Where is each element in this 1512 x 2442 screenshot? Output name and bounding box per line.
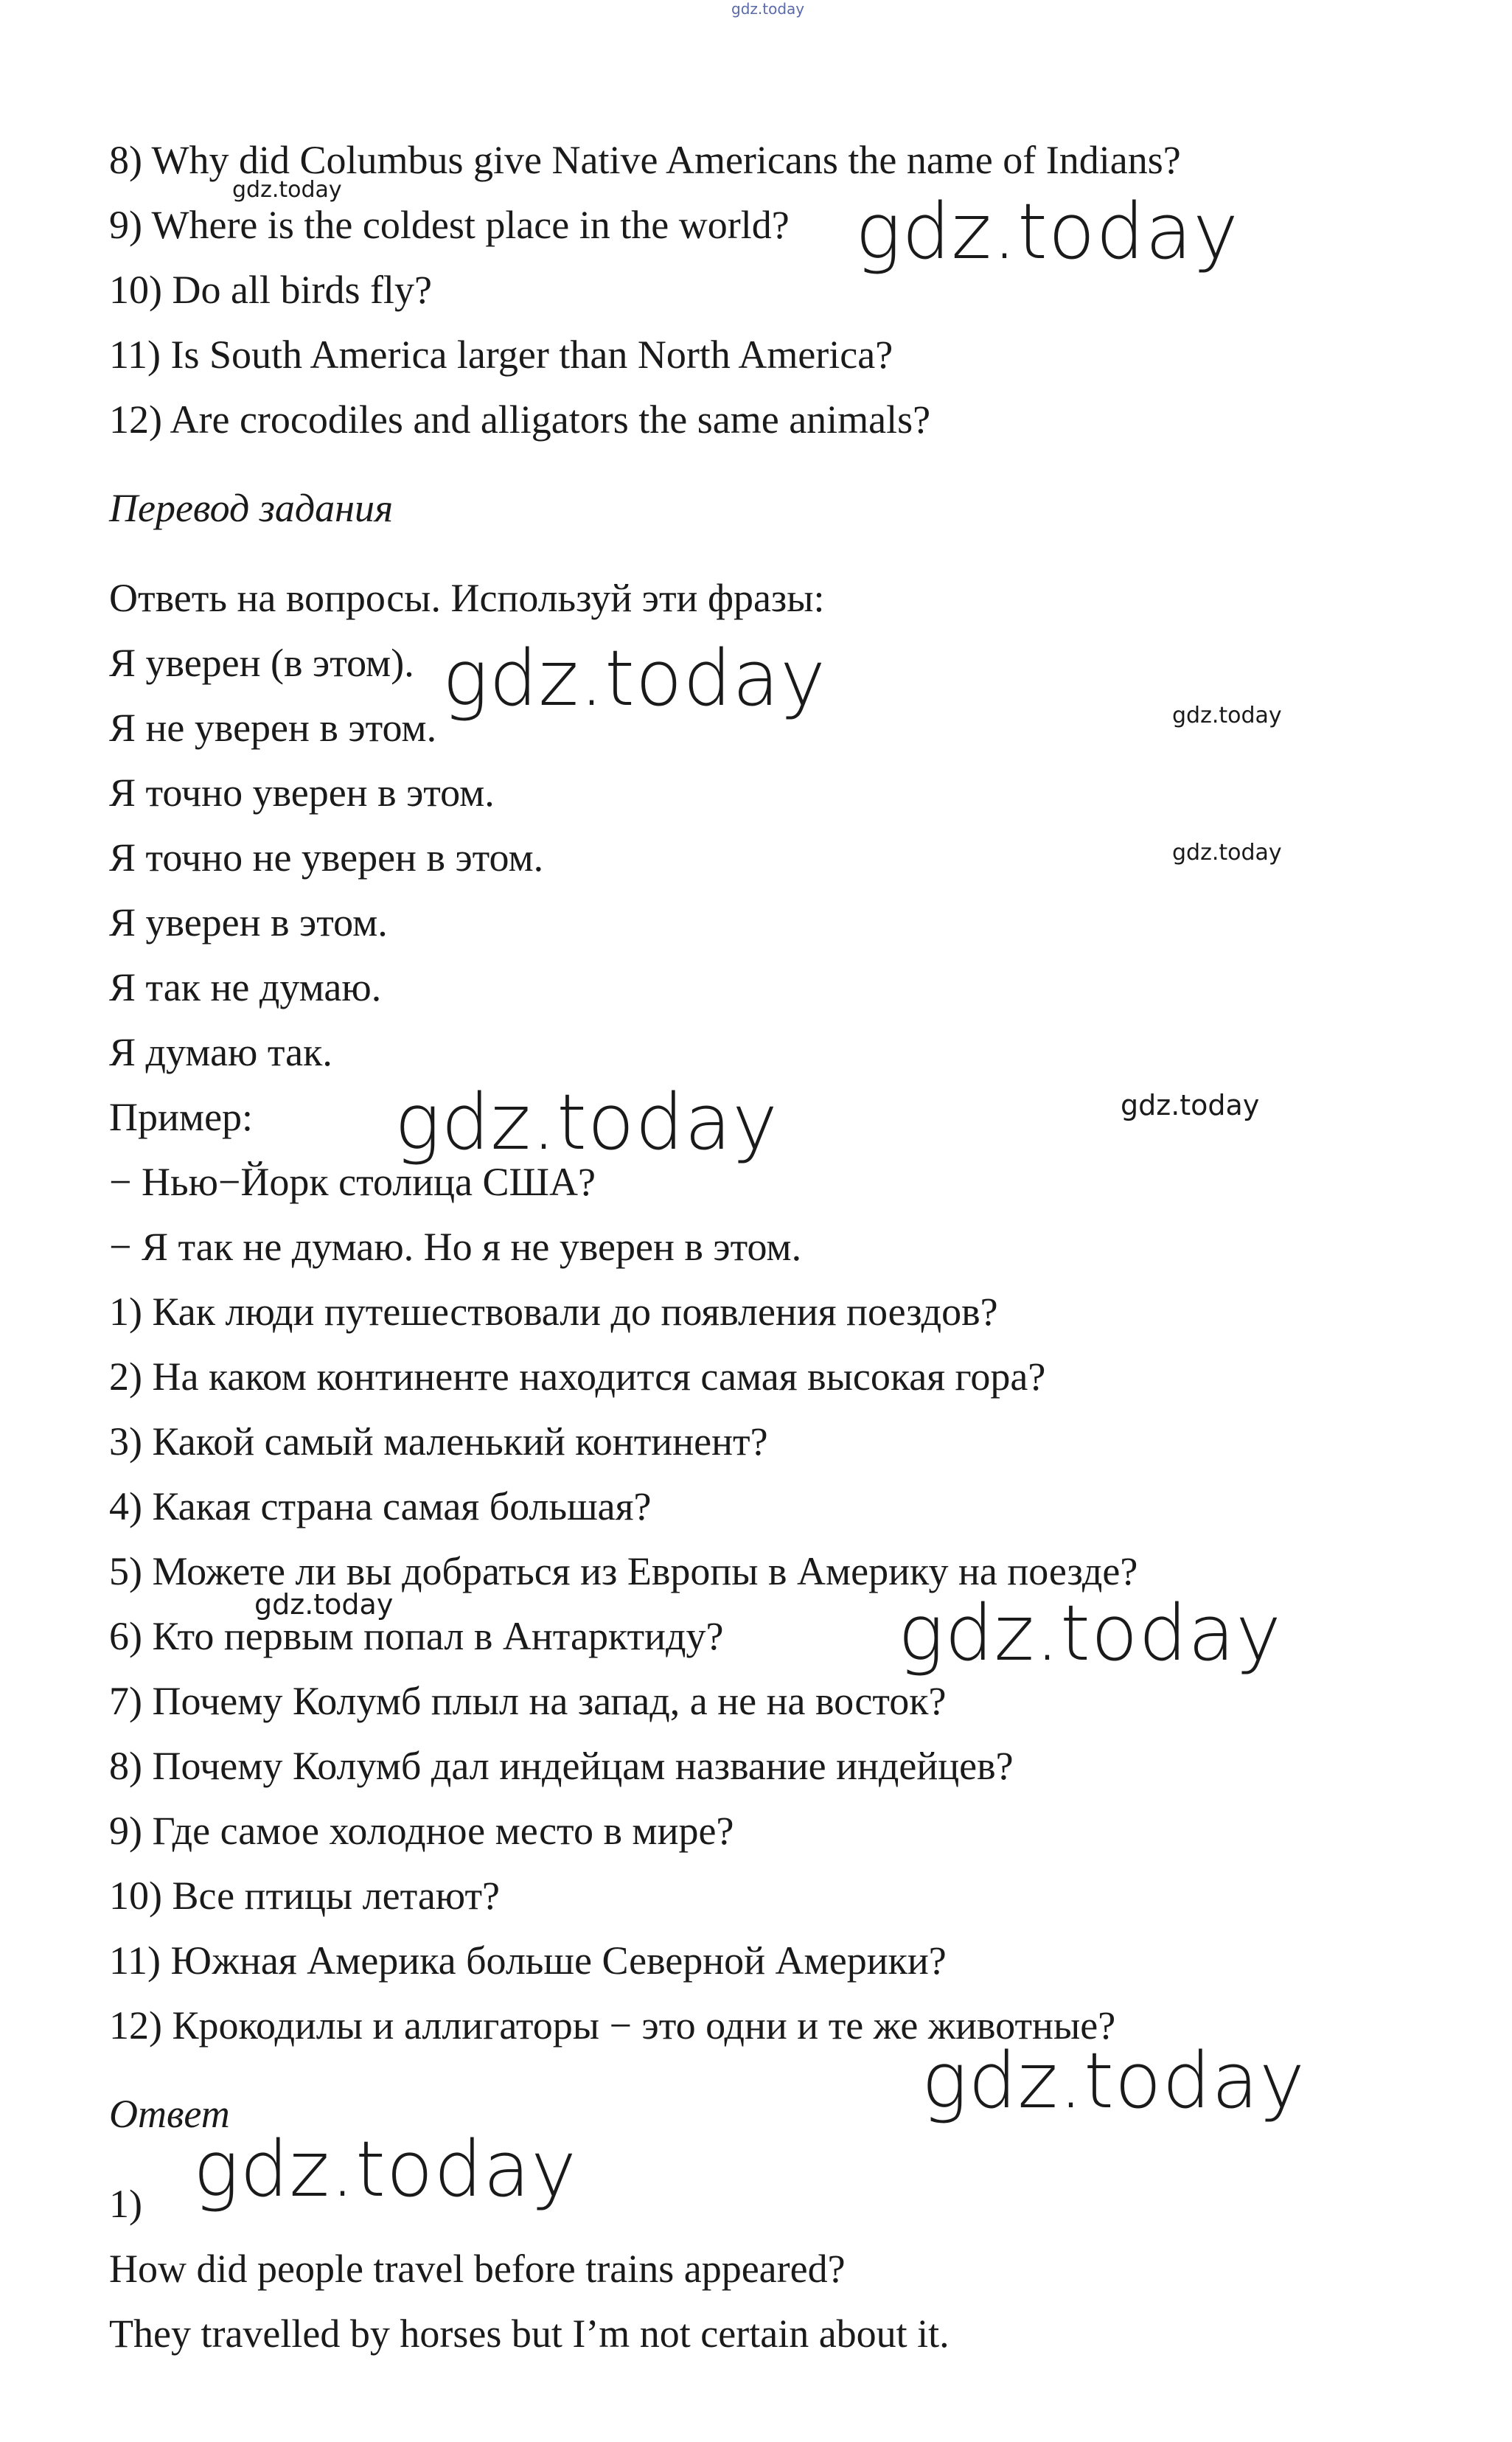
phrase-line: Я уверен в этом. [109, 900, 388, 945]
russian-question: 12) Крокодилы и аллигаторы − это одни и те же животные? [109, 2003, 1116, 2048]
watermark: gdz.today [193, 2124, 577, 2214]
english-question-12: 12) Are crocodiles and alligators the same animals? [109, 397, 931, 442]
watermark: gdz.today [394, 1077, 778, 1167]
watermark: gdz.today [232, 177, 342, 203]
english-question-11: 11) Is South America larger than North America? [109, 333, 893, 377]
russian-question: 7) Почему Колумб плыл на запад, а не на восток? [109, 1679, 947, 1723]
phrase-line: Я точно не уверен в этом. [109, 835, 544, 880]
watermark: gdz.today [898, 1588, 1282, 1678]
russian-question: 3) Какой самый маленький континент? [109, 1419, 768, 1464]
watermark: gdz.today [1121, 1089, 1260, 1121]
answer-heading: Ответ [109, 2092, 230, 2136]
translation-heading: Перевод задания [109, 486, 394, 530]
example-label: Пример: [109, 1095, 254, 1139]
russian-question: 8) Почему Колумб дал индейцам название индейцев? [109, 1744, 1014, 1788]
example-answer: − Я так не думаю. Но я не уверен в этом. [109, 1225, 802, 1269]
phrase-line: Я так не думаю. [109, 965, 382, 1009]
english-question-9: 9) Where is the coldest place in the world? [109, 203, 790, 247]
watermark: gdz.today [1172, 840, 1282, 866]
watermark: gdz.today [254, 1588, 394, 1621]
russian-question: 10) Все птицы летают? [109, 1874, 501, 1918]
phrase-line: Я не уверен в этом. [109, 706, 437, 750]
watermark: gdz.today [1172, 703, 1282, 728]
answer-text: They travelled by horses but I’m not certain about it. [109, 2311, 950, 2356]
russian-question: 4) Какая страна самая большая? [109, 1484, 652, 1528]
watermark: gdz.today [855, 187, 1239, 276]
russian-question: 5) Можете ли вы добраться из Европы в Америку на поезде? [109, 1549, 1138, 1593]
phrase-line: Я думаю так. [109, 1030, 332, 1074]
phrase-line: Я точно уверен в этом. [109, 770, 495, 815]
answer-number: 1) [109, 2182, 142, 2226]
russian-question: 2) На каком континенте находится самая высокая гора? [109, 1354, 1046, 1399]
answer-question: How did people travel before trains appeared? [109, 2247, 846, 2291]
russian-question: 11) Южная Америка больше Северной Америки? [109, 1938, 947, 1983]
russian-question: 1) Как люди путешествовали до появления поездов? [109, 1290, 998, 1334]
watermark: gdz.today [922, 2036, 1306, 2126]
example-question: − Нью−Йорк столица США? [109, 1160, 596, 1204]
russian-question: 6) Кто первым попал в Антарктиду? [109, 1614, 724, 1658]
watermark: gdz.today [442, 633, 826, 723]
top-watermark: gdz.today [731, 0, 805, 18]
english-question-10: 10) Do all birds fly? [109, 268, 432, 312]
translation-instruction: Ответь на вопросы. Используй эти фразы: [109, 576, 825, 620]
phrase-line: Я уверен (в этом). [109, 641, 414, 685]
english-question-8: 8) Why did Columbus give Native Americans the name of Indians? [109, 138, 1181, 182]
russian-question: 9) Где самое холодное место в мире? [109, 1809, 734, 1853]
